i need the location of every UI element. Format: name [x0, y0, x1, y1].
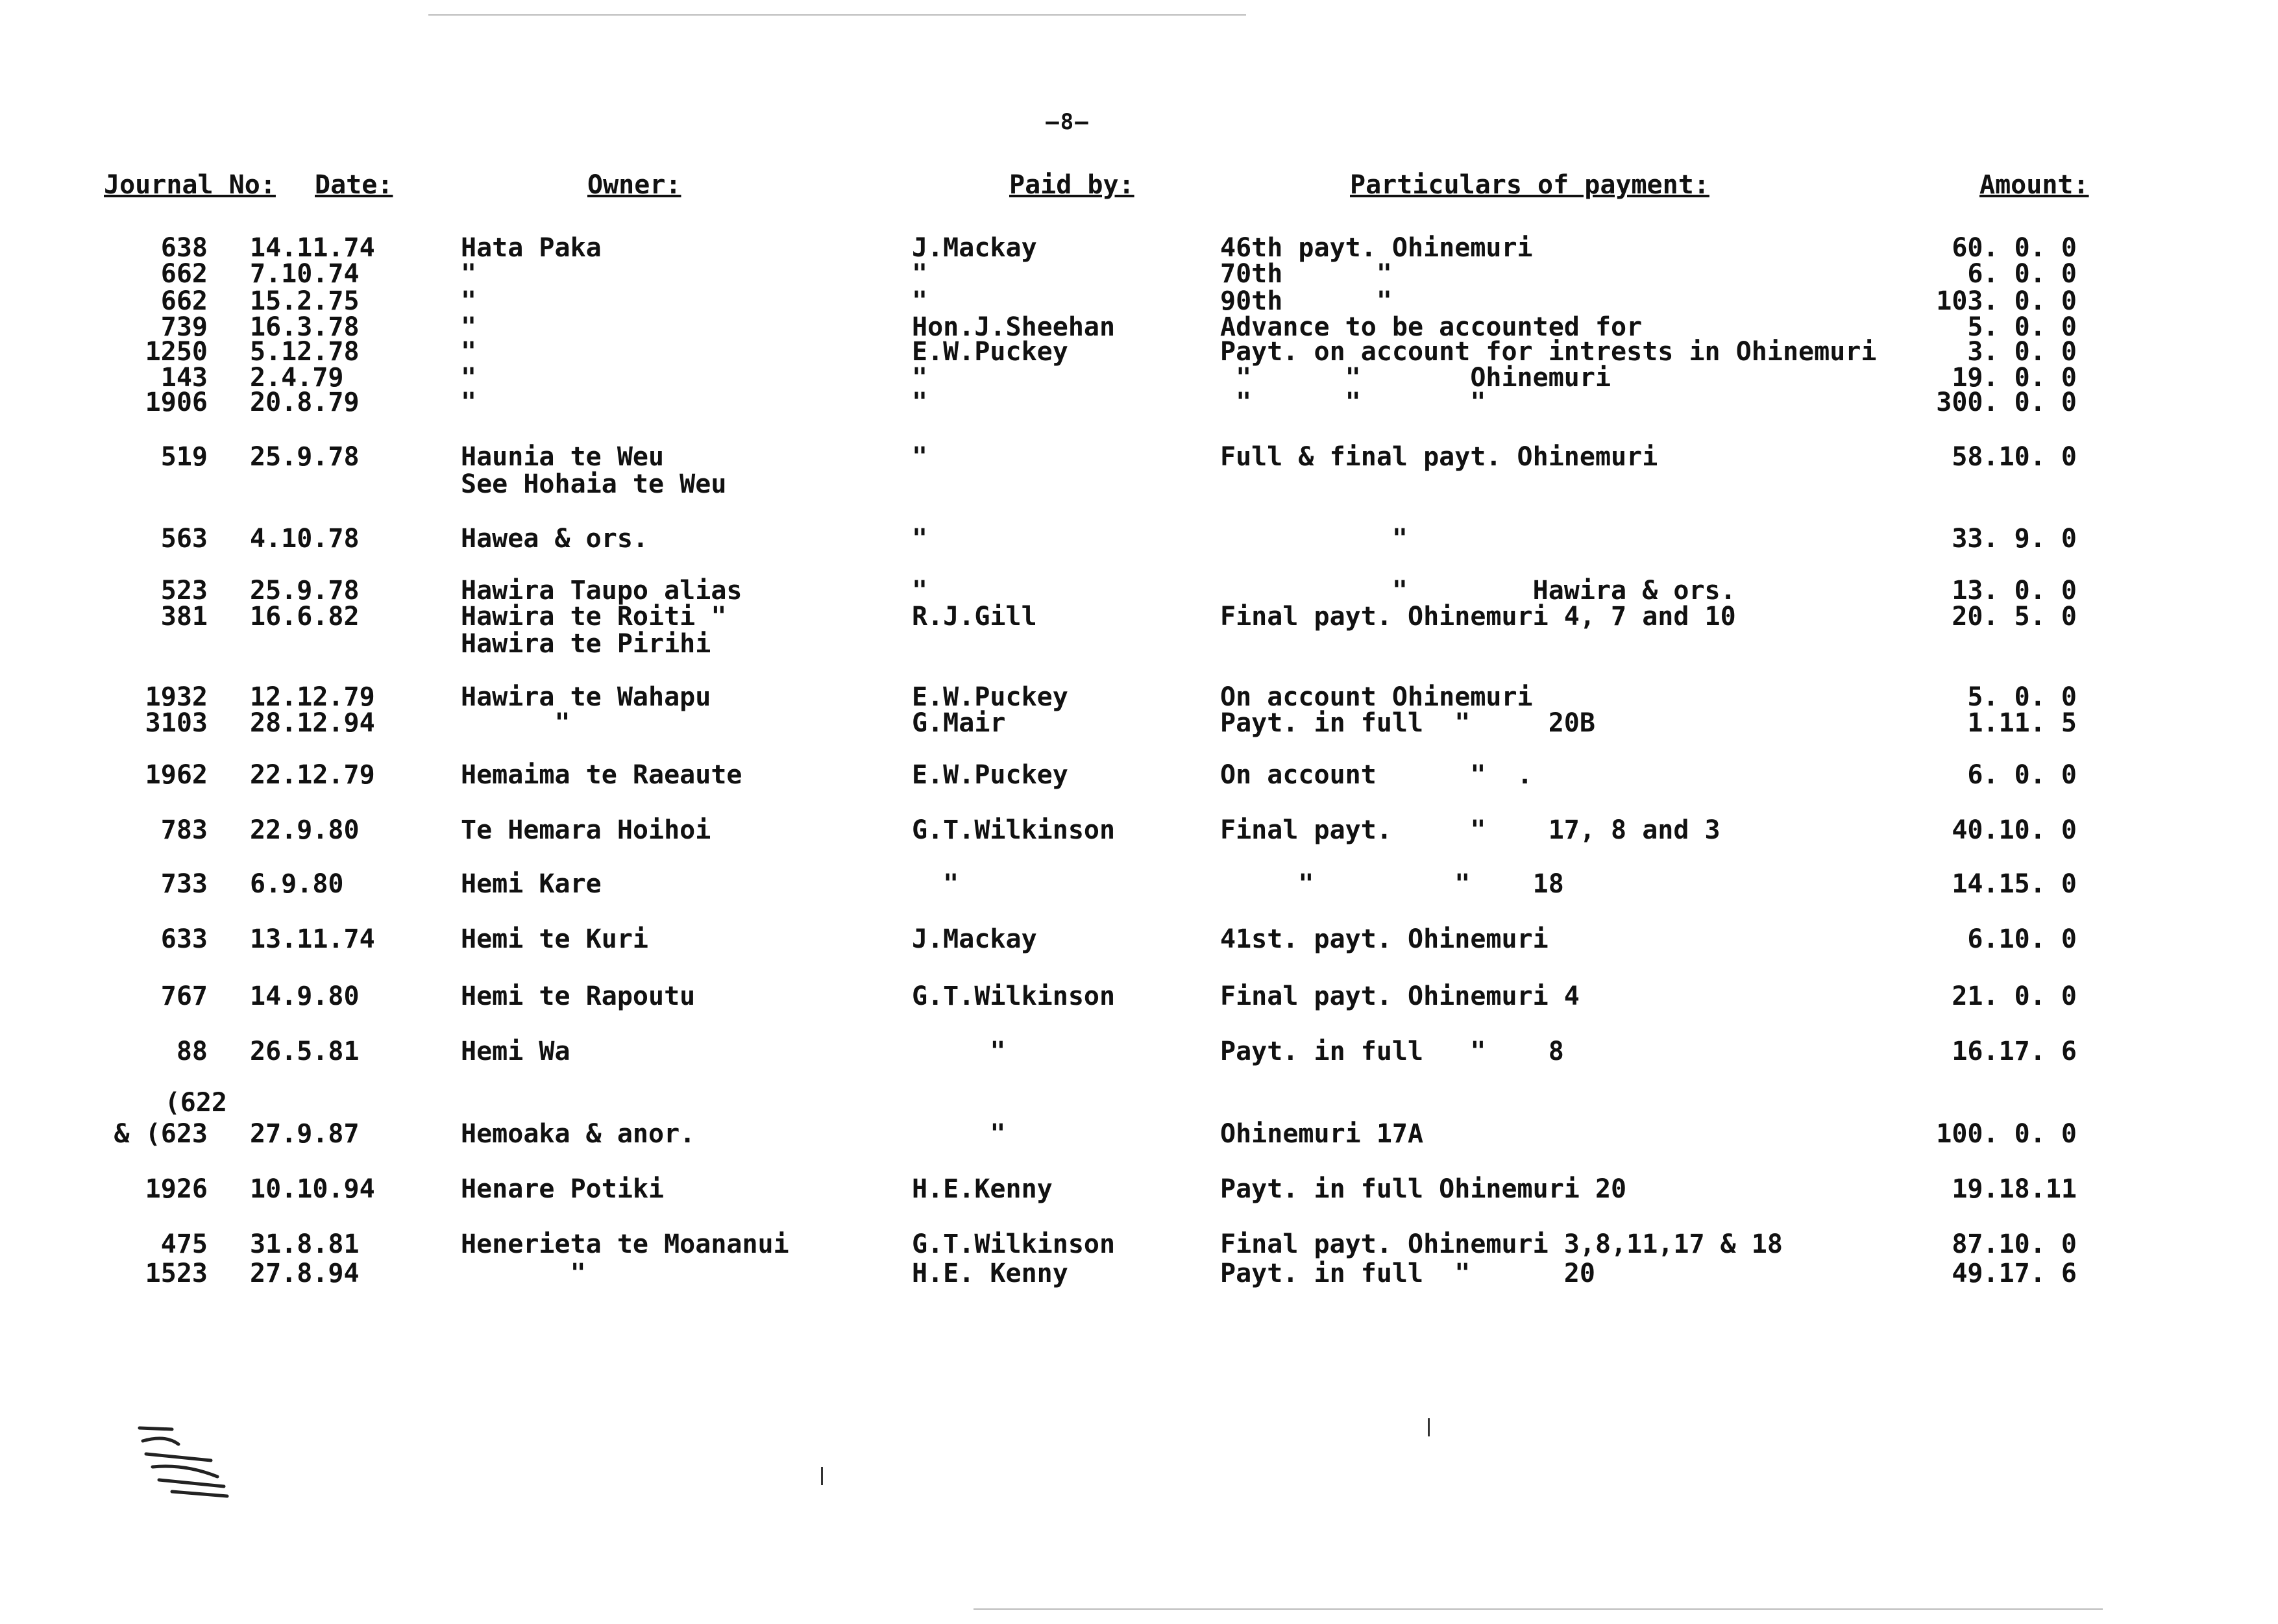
date-cell: 14.9.80 [250, 981, 360, 1011]
owner-cell: Hemi te Kuri [461, 924, 648, 954]
date-cell: 22.9.80 [250, 815, 360, 845]
paid-by-cell: H.E. Kenny [912, 1259, 1068, 1288]
paid-by-cell: R.J.Gill [912, 602, 1037, 632]
owner-cell: Hemi Wa [461, 1037, 570, 1066]
date-cell: 16.6.82 [250, 602, 360, 632]
amount-cell: 6. 0. 0 [1967, 760, 2077, 790]
header-date: Date: [315, 170, 393, 200]
amount-cell: 16.17. 6 [1952, 1037, 2077, 1066]
date-cell: 7.10.74 [250, 259, 360, 289]
date-cell: 15.2.75 [250, 286, 360, 316]
owner-cell: Henerieta te Moananui [461, 1229, 789, 1259]
paid-by-cell: " [912, 1119, 1006, 1149]
owner-cell: " [461, 1259, 586, 1288]
date-cell: 25.9.78 [250, 442, 360, 472]
handwritten-note-1611 [133, 1415, 230, 1499]
journal-no-cell: 523 [160, 576, 208, 606]
paid-by-cell: E.W.Puckey [912, 760, 1068, 790]
journal-no-cell: 767 [160, 981, 208, 1011]
owner-cell: " [461, 388, 477, 417]
amount-cell: 13. 0. 0 [1952, 576, 2077, 606]
particulars-cell: " " 18 [1220, 869, 1564, 899]
amount-cell: 21. 0. 0 [1952, 981, 2077, 1011]
owner-cell: " [461, 312, 477, 342]
particulars-cell: On account " . [1220, 760, 1533, 790]
journal-no-cell: 1523 [145, 1259, 208, 1288]
amount-cell: 14.15. 0 [1952, 869, 2077, 899]
particulars-cell: Full & final payt. Ohinemuri [1220, 442, 1658, 472]
paid-by-cell: H.E.Kenny [912, 1174, 1053, 1204]
journal-no-cell: 633 [160, 924, 208, 954]
amount-cell: 33. 9. 0 [1952, 524, 2077, 554]
date-cell: 4.10.78 [250, 524, 360, 554]
date-cell: 28.12.94 [250, 708, 375, 738]
paid-by-cell: " [912, 442, 928, 472]
journal-no-cell: 662 [160, 259, 208, 289]
date-cell: 16.3.78 [250, 312, 360, 342]
journal-no-cell: 1250 [145, 337, 208, 367]
owner-cell: Haunia te Weu [461, 442, 665, 472]
paid-by-cell: " [912, 388, 928, 417]
journal-no-cell: & (623 [114, 1119, 208, 1149]
owner-cell: Hemoaka & anor. [461, 1119, 696, 1149]
date-cell: 2.4.79 [250, 363, 344, 393]
paid-by-cell: Hon.J.Sheehan [912, 312, 1116, 342]
bottom-edge-line [974, 1608, 2103, 1610]
particulars-cell: 70th " [1220, 259, 1392, 289]
particulars-cell: Payt. in full " 20 [1220, 1259, 1595, 1288]
owner-cell: Hawira Taupo alias [461, 576, 742, 606]
journal-no-cell: 1906 [145, 388, 208, 417]
date-cell: 10.10.94 [250, 1174, 375, 1204]
particulars-cell: " Hawira & ors. [1220, 576, 1736, 606]
amount-cell: 49.17. 6 [1952, 1259, 2077, 1288]
particulars-cell: " " " [1220, 388, 1486, 417]
header-amount: Amount: [1979, 170, 2089, 200]
particulars-cell: Final payt. Ohinemuri 4, 7 and 10 [1220, 602, 1736, 632]
journal-no-cell: 519 [160, 442, 208, 472]
owner-cell: Hawira te Wahapu [461, 682, 711, 712]
particulars-cell: Payt. on account for intrests in Ohinemuri [1220, 337, 1877, 367]
header-paid-by: Paid by: [1009, 170, 1134, 200]
paid-by-cell: " [912, 286, 928, 316]
owner-cell: " [461, 259, 477, 289]
particulars-cell: Final payt. " 17, 8 and 3 [1220, 815, 1721, 845]
date-cell: 13.11.74 [250, 924, 375, 954]
owner-cell: See Hohaia te Weu [461, 469, 727, 499]
owner-cell: Hawea & ors. [461, 524, 648, 554]
particulars-cell: Ohinemuri 17A [1220, 1119, 1424, 1149]
amount-cell: 19. 0. 0 [1952, 363, 2077, 393]
paid-by-cell: E.W.Puckey [912, 337, 1068, 367]
paid-by-cell: " [912, 869, 959, 899]
owner-cell: Hemi te Rapoutu [461, 981, 696, 1011]
owner-cell: Te Hemara Hoihoi [461, 815, 711, 845]
amount-cell: 6. 0. 0 [1967, 259, 2077, 289]
date-cell: 20.8.79 [250, 388, 360, 417]
particulars-cell: " " Ohinemuri [1220, 363, 1611, 393]
journal-no-cell: 662 [160, 286, 208, 316]
date-cell: 22.12.79 [250, 760, 375, 790]
date-cell: 27.8.94 [250, 1259, 360, 1288]
particulars-cell: 41st. payt. Ohinemuri [1220, 924, 1549, 954]
particulars-cell: Payt. in full " 20B [1220, 708, 1595, 738]
header-journal-no: Journal No: [104, 170, 276, 200]
header-particulars: Particulars of payment: [1350, 170, 1709, 200]
paid-by-cell: G.T.Wilkinson [912, 815, 1116, 845]
amount-cell: 58.10. 0 [1952, 442, 2077, 472]
owner-cell: Hemi Kare [461, 869, 602, 899]
paid-by-cell: " [912, 1037, 1006, 1066]
journal-no-cell: 3103 [145, 708, 208, 738]
journal-no-cell: 143 [160, 363, 208, 393]
particulars-cell: Payt. in full Ohinemuri 20 [1220, 1174, 1627, 1204]
owner-cell: " [461, 337, 477, 367]
owner-cell: Hata Paka [461, 233, 602, 263]
date-cell: 14.11.74 [250, 233, 375, 263]
paid-by-cell: E.W.Puckey [912, 682, 1068, 712]
journal-no-cell: 739 [160, 312, 208, 342]
header-owner: Owner: [587, 170, 681, 200]
owner-cell: " [461, 286, 477, 316]
date-cell: 6.9.80 [250, 869, 344, 899]
date-cell: 25.9.78 [250, 576, 360, 606]
speck [821, 1467, 823, 1485]
particulars-cell: Payt. in full " 8 [1220, 1037, 1564, 1066]
journal-no-cell: 783 [160, 815, 208, 845]
particulars-cell: On account Ohinemuri [1220, 682, 1533, 712]
journal-no-cell: 563 [160, 524, 208, 554]
amount-cell: 5. 0. 0 [1967, 312, 2077, 342]
owner-cell: Hawira te Roiti " [461, 602, 727, 632]
amount-cell: 103. 0. 0 [1936, 286, 2077, 316]
owner-cell: " [461, 708, 570, 738]
paid-by-cell: G.Mair [912, 708, 1006, 738]
owner-cell: Hemaima te Raeaute [461, 760, 742, 790]
paid-by-cell: J.Mackay [912, 233, 1037, 263]
amount-cell: 40.10. 0 [1952, 815, 2077, 845]
paid-by-cell: " [912, 363, 928, 393]
paid-by-cell: " [912, 259, 928, 289]
amount-cell: 300. 0. 0 [1936, 388, 2077, 417]
paid-by-cell: J.Mackay [912, 924, 1037, 954]
amount-cell: 20. 5. 0 [1952, 602, 2077, 632]
page-number: —8— [1046, 109, 1090, 135]
amount-cell: 60. 0. 0 [1952, 233, 2077, 263]
journal-no-cell: 381 [160, 602, 208, 632]
amount-cell: 100. 0. 0 [1936, 1119, 2077, 1149]
amount-cell: 1.11. 5 [1967, 708, 2077, 738]
particulars-cell: Advance to be accounted for [1220, 312, 1643, 342]
owner-cell: " [461, 363, 477, 393]
paid-by-cell: " [912, 576, 928, 606]
date-cell: 12.12.79 [250, 682, 375, 712]
journal-no-cell: 1926 [145, 1174, 208, 1204]
particulars-cell: Final payt. Ohinemuri 3,8,11,17 & 18 [1220, 1229, 1783, 1259]
particulars-cell: 90th " [1220, 286, 1392, 316]
particulars-cell: 46th payt. Ohinemuri [1220, 233, 1533, 263]
amount-cell: 6.10. 0 [1967, 924, 2077, 954]
particulars-cell: " [1220, 524, 1408, 554]
amount-cell: 87.10. 0 [1952, 1229, 2077, 1259]
journal-no-cell: 88 [176, 1037, 208, 1066]
particulars-cell: Final payt. Ohinemuri 4 [1220, 981, 1580, 1011]
paid-by-cell: " [912, 524, 928, 554]
journal-no-cell: 733 [160, 869, 208, 899]
journal-no-cell: 1962 [145, 760, 208, 790]
journal-no-cell: 475 [160, 1229, 208, 1259]
speck [1428, 1418, 1430, 1436]
top-edge-line [428, 14, 1246, 16]
date-cell: 26.5.81 [250, 1037, 360, 1066]
date-cell: 31.8.81 [250, 1229, 360, 1259]
journal-no-cell: 1932 [145, 682, 208, 712]
date-cell: 5.12.78 [250, 337, 360, 367]
paid-by-cell: G.T.Wilkinson [912, 981, 1116, 1011]
owner-cell: Henare Potiki [461, 1174, 665, 1204]
owner-cell: Hawira te Pirihi [461, 629, 711, 659]
date-cell: 27.9.87 [250, 1119, 360, 1149]
amount-cell: 5. 0. 0 [1967, 682, 2077, 712]
journal-no-cell: (622 [164, 1088, 227, 1118]
amount-cell: 3. 0. 0 [1967, 337, 2077, 367]
journal-no-cell: 638 [160, 233, 208, 263]
paid-by-cell: G.T.Wilkinson [912, 1229, 1116, 1259]
amount-cell: 19.18.11 [1952, 1174, 2077, 1204]
